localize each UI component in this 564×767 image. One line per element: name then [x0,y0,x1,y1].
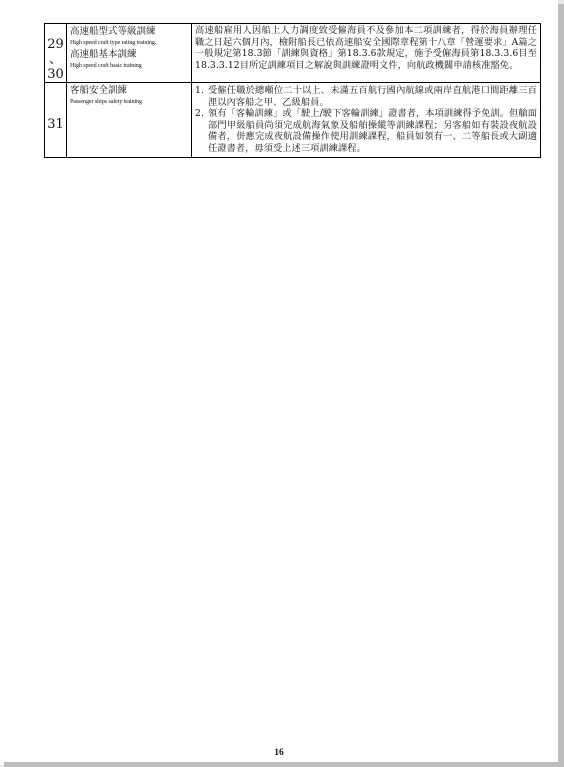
list-marker: 2. [195,108,204,120]
row-number-cell [45,83,67,158]
description-cell [192,83,541,158]
course-name-en: High speed craft basic training [70,63,142,69]
row-number: 31 [47,117,64,132]
table-row [45,83,541,158]
course-name-zh: 高速船型式等級訓練 [70,26,156,37]
course-name-zh: 高速船基本訓練 [70,49,137,60]
course-description: 高速船雇用人因船上人力調度致受僱海員不及參加本二項訓練者，得於海員辦理任職之日起六個月內，檢附船長已依高速船安全國際章程第十八章「營運要求」A篇之一般規定第18.3節「訓練與資格」第18.3.6款規定，施予受僱海員第18.3.3.6目至18.3.3.12目所定訓練項目之解說與訓練證明文件，向航政機關申請核准豁免。 [195,25,537,71]
row-number-cell [45,24,67,83]
page-shadow [558,4,564,767]
course-name-en: High speed craft type rating training、 [70,40,161,46]
page-number: 16 [274,748,284,758]
list-marker: 1. [195,85,204,96]
row-number-separator: 、 [48,52,62,67]
description-cell [192,24,541,83]
table-row [45,24,541,83]
course-name-zh: 客船安全訓練 [70,85,128,96]
row-number: 29 [47,37,64,52]
course-name-cell [67,24,192,83]
row-number: 30 [47,67,64,82]
list-item-text: 受僱任職於總噸位二十以上、未滿五百航行國內航線或兩岸直航港口間距離三百浬以內客船之甲、乙級船員。 [208,85,537,108]
course-name-cell [67,83,192,158]
list-item [195,85,537,108]
list-item-text: 領有「客輪訓練」或「駛上/駛下客輪訓練」證書者，本項訓練得予免訓。但艙面部門甲級船員尚須完成航海氣象及船舶操縱等訓練課程；另客船如有裝設夜航設備者，併應完成夜航設備操作使用訓練課程，船員如領有一、二等船長或大副適任證書者，毋須受上述三項訓練課程。 [208,108,537,154]
course-name-en: Passenger ships safety training [70,99,142,105]
page-shadow [4,762,564,767]
training-table [44,23,541,158]
list-item [195,108,537,154]
